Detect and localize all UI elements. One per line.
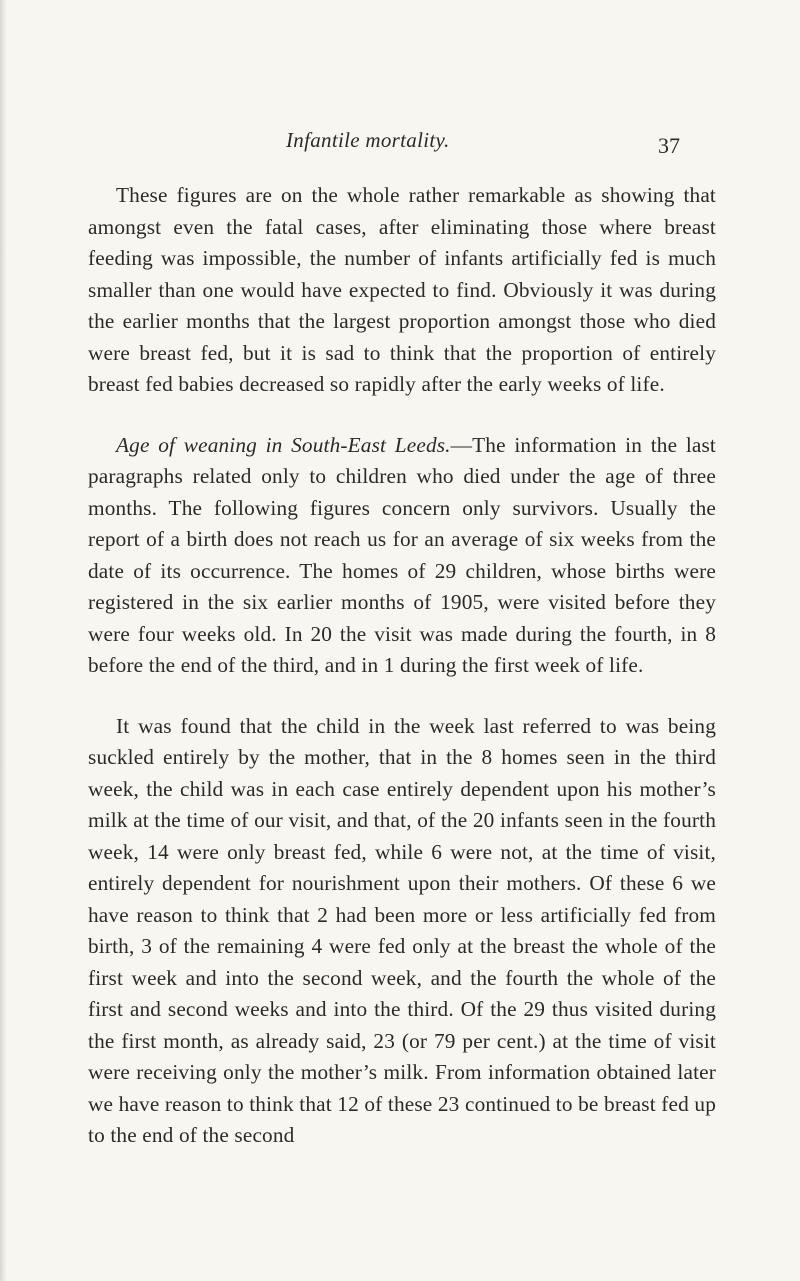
page-number: 37 (658, 133, 680, 158)
page-header (0, 128, 800, 158)
paragraph-3 (88, 711, 716, 1152)
paragraph-1 (88, 180, 716, 401)
paragraph-2 (88, 430, 716, 682)
page-edge (0, 0, 6, 1281)
paragraph-1-text: These figures are on the whole rather remarkable as showing that amongst even the fatal cases, after eliminating those where breast feeding was impossible, the number of infants artificially fed is much smaller than one would have expected to find. Obviously it was during the earlier months that the largest proportion amongst those who died were breast fed, but it is sad to think that the proportion of entirely breast fed babies decreased so rapidly after the early weeks of life. (88, 183, 716, 396)
paragraph-3-text: It was found that the child in the week last referred to was being suckled entirely by the mother, that in the 8 homes seen in the third week, the child was in each case entirely dependent upon his mother’s milk at the time of our visit, and that, of the 20 infants seen in the fourth week, 14 were only breast fed, while 6 were not, at the time of visit, entirely dependent for nourishment upon their mothers. Of these 6 we have reason to think that 2 had been more or less artificially fed from birth, 3 of the remaining 4 were fed only at the breast the whole of the first week and into the second week, and the fourth the whole of the first and second weeks and into the third. Of the 29 thus visited during the first month, as already said, 23 (or 79 per cent.) at the time of visit were receiving only the mother’s milk. From information obtained later we have reason to think that 12 of these 23 continued to be breast fed up to the end of the second (88, 713, 716, 1147)
running-title: Infantile mortality. (286, 128, 450, 152)
paragraph-2-text: —The information in the last paragraphs related only to children who died under the age of three months. The following figures concern only survivors. Usually the report of a birth does not reach us for an average of six weeks from the date of its occurrence. The homes of 29 children, whose births were registered in the six earlier months of 1905, were visited before they were four weeks old. In 20 the visit was made during the fourth, in 8 before the end of the third, and in 1 during the first week of life. (88, 432, 717, 677)
section-heading-age-of-weaning: Age of weaning in South-East Leeds. (116, 432, 451, 457)
body-text (88, 180, 716, 1152)
